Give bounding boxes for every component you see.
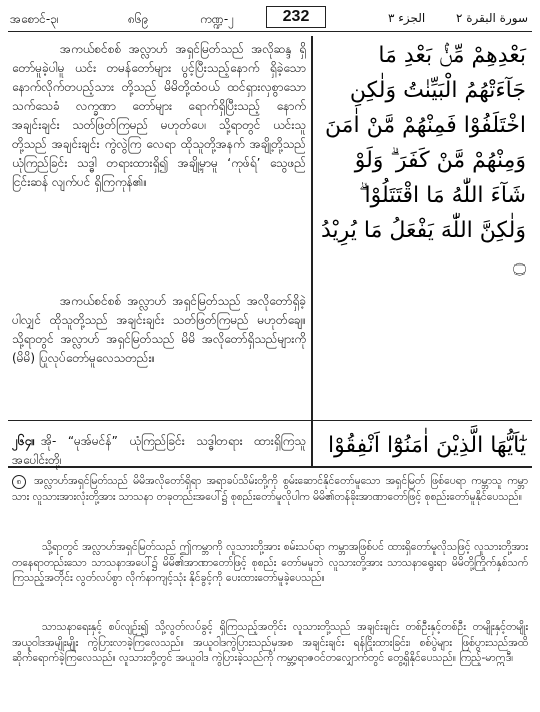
translation-paragraph-3 <box>12 432 306 470</box>
surah-label: سورة البقرة ٢ <box>455 11 528 25</box>
translation-divider <box>8 420 311 421</box>
translation-paragraph-2: အကယ်စင်စစ် အလ္လာဟ် အရှင်မြတ်သည် အလိုတော်ရှိခဲ့ပါလျှင် ထိုသူတို့သည် အချင်းချင်း သတ်ဖြတ်ကြမည် မဟုတ်ချေ။ သို့ရာတွင် အလ္လာဟ် အရှင်မြတ်သည် မိမိ အလိုတော်ရှိသည်များကို (မိမိ) ပြုလုပ်တော်မူလေသတည်း။ <box>12 294 306 365</box>
footnote-marker: ၈ <box>12 475 26 489</box>
page-number: 232 <box>266 6 326 28</box>
page-header <box>8 8 532 32</box>
arabic-verse-1: بَعْدِهِمْ مِّنْۢ بَعْدِ مَا جَآءَتْهُمُ الْبَيِّنٰتُ وَلٰكِنِ اخْتَلَفُوْا فَمِنْهُمْ مَّنْ اٰمَنَ وَمِنْهُمْ مَّنْ كَفَرَ ۗ وَلَوْ شَآءَ اللّٰهُ مَا اقْتَتَلُوْا ۗ وَلٰكِنَّ اللّٰهَ يَفْعَلُ مَا يُرِيْدُ ۝ <box>320 43 526 278</box>
arabic-verse-2: يٰٓاَيُّهَا الَّذِيْنَ اٰمَنُوْٓا اَنْفِقُوْا <box>328 433 526 458</box>
column-divider <box>311 36 313 466</box>
footnote-1-text: အလ္လာဟ်အရှင်မြတ်သည် မိမိအလိုတော်ရှိရာ အရာခပ်သိမ်းတို့ကို စွမ်းဆောင်နိုင်တော်မူသော အရှင်မြတ် ဖြစ်ပေရာ ကမ္ဘာသူ ကမ္ဘာသား လူသားအားလုံးတို့အား သာသနာ တခုတည်းအပေါ်၌ စုစည်းတော်မူလိုပါက မိမိ၏တန်ခိုးအာဏာတော်ဖြင့် စုစည်းတော်မူနိုင်ပေသည်။ <box>12 475 528 503</box>
section-label: ကဏ္ဍ-၂ <box>200 12 235 26</box>
verse-number: ၂၆၄။ <box>12 434 36 448</box>
arabic-divider <box>312 420 532 421</box>
translation-paragraph-3-text: အို- “မုအ်မင်န်” ယုံကြည်ခြင်း သဒ္ဓါတရား ထားရှိကြသူ အပေါင်းတို့၊ <box>12 434 306 467</box>
footnote-1 <box>12 474 528 505</box>
part-label: အစောင်-၃၊ <box>10 12 59 26</box>
juz-label: الجزء ٣ <box>388 11 426 25</box>
page-number-myanmar: ၈၆၉ <box>128 12 149 26</box>
footnote-2: သို့ရာတွင် အလ္လာဟ်အရှင်မြတ်သည် ဤကမ္ဘာကို လူသားတို့အား စမ်းသပ်ရာ ကမ္ဘာအဖြစ်ပင် ထားရှိတော်မူလိုသဖြင့် လူသားတို့အား တနေရာတည်းသော သာသနာအပေါ်၌ မိမိ၏အာဏာတော်ဖြင့် စုစည်း တော်မမူဘဲ လူသားတို့အား သာသနာရွေးရာ မိမိတို့ကြိုက်နှစ်သက်ကြသည့်အတိုင်း လွတ်လပ်စွာ လိုက်နာကျင့်သုံး နိုင်ခွင့်ကို ပေးထားတော်မူခဲ့ပေသည်။ <box>12 541 528 584</box>
translation-paragraph-1: အကယ်စင်စစ် အလ္လာဟ် အရှင်မြတ်သည် အလိုဆန္ဒ ရှိတော်မူခဲ့ပါမူ ယင်း တမန်တော်များ ပွင့်ပြီးသည့်နောက် ရှိခဲ့သော နောက်လိုက်တပည့်သား တို့သည် မိမိတို့ထံဝယ် ထင်ရှားလှစွာသော သက်သေခံ လက္ခဏာ တော်များ ရောက်ရှိပြီးသည့် နောက် အချင်းချင်း သတ်ဖြတ်ကြမည် မဟုတ်ပေ၊ သို့ရာတွင် ယင်းသူတို့သည် အချင်းချင်း ကွဲလွဲကြ လေရာ ထိုသူတို့အနက် အချို့တို့သည် ယုံကြည်ခြင်း သဒ္ဓါ တရားထားရှိ၍ အချို့မှာမူ ‘ကုဖ်ရ်’ သွေဖည် ငြင်းဆန် လျက်ပင် ရှိကြကုန်၏။ <box>12 42 306 189</box>
footnote-3: သာသနာရေးနှင့် စပ်လျဉ်း၍ သို့လွတ်လပ်ခွင့် ရှိကြသည့်အတိုင်း လူသားတို့သည် အချင်းချင်း တစ်ဦးနှင့်တစ်ဦး တမျိုးနှင့်တမျိုး အယူဝါဒအမျိုးမျိုး ကွဲပြားလာခဲ့ကြလေသည်။ အယူဝါဒကွဲပြားသည်မှအစ အချင်းချင်း ရန်ငြိုးထားခြင်း၊ စစ်ပွဲများ ဖြစ်ပွားသည်အထိ ဆိုက်ရောက်ခဲ့ကြလေသည်။ လူသားတို့တွင် အယူဝါဒ ကွဲပြားခဲ့သည်ကို ကမ္ဘာ့ရာဇဝင်တလျှောက်တွင် တွေ့ရှိနိုင်ပေသည်။ ကြည့်-မာဣဒီ၊ <box>12 621 528 664</box>
